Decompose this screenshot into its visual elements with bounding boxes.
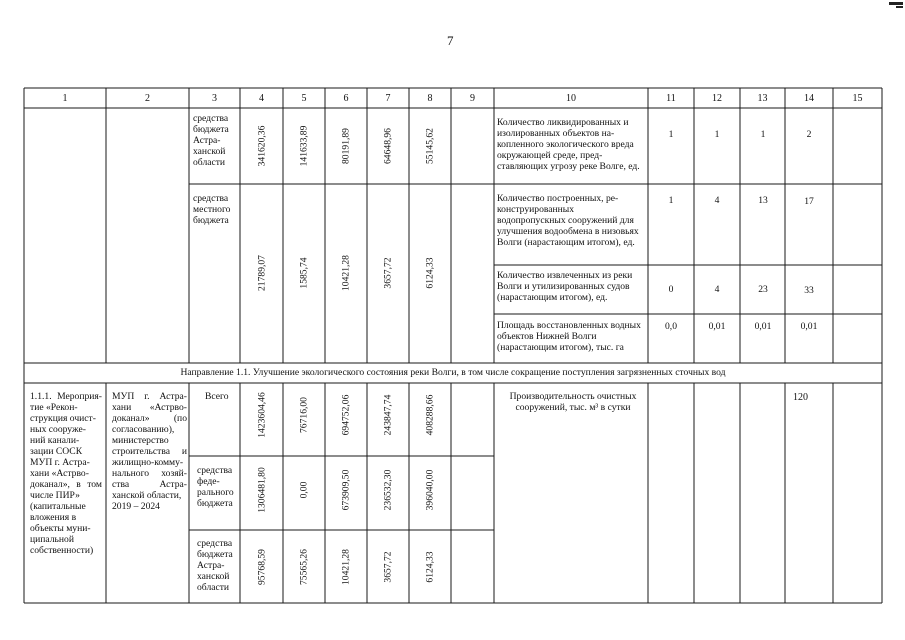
header-cell: 7 bbox=[385, 93, 391, 104]
value-cell: 341620,36 bbox=[256, 125, 268, 167]
value-cell: 95768,59 bbox=[256, 549, 268, 585]
header-cell: 14 bbox=[804, 93, 814, 104]
value-cell: 141633,89 bbox=[298, 125, 310, 167]
indicator-cell: Количество ликвидированных и изолированных объектов на- копленного экологического вреда окружающей среде, пред- ставляющих угрозу реке Волге, ед. bbox=[497, 117, 640, 172]
target-value: 17 bbox=[804, 196, 814, 207]
value-cell: 694752,06 bbox=[340, 394, 352, 436]
value-cell: 236532,30 bbox=[382, 469, 394, 511]
value-cell: 55145,62 bbox=[424, 128, 436, 164]
event-description-cell: 1.1.1. Мероприя- тие «Рекон- струкция очист- ных сооруже- ний канали- зации СОСК МУП г. Астра- хани «Астрво- доканал», в том числе ПИР» (капитальные вложения в объекты муни- ципальной собственности) bbox=[30, 391, 102, 556]
target-value: 1 bbox=[714, 129, 720, 140]
target-value: 0,0 bbox=[665, 321, 677, 332]
value-cell: 408288,66 bbox=[424, 394, 436, 436]
value-cell: 6124,33 bbox=[424, 257, 436, 289]
header-cell: 3 bbox=[212, 93, 217, 104]
indicator-cell: Количество извлеченных из реки Волги и утилизированных судов (нарастающим итогом), ед. bbox=[497, 270, 633, 303]
header-cell: 4 bbox=[259, 93, 264, 104]
page-number: 7 bbox=[447, 33, 454, 48]
funding-source-cell: Всего bbox=[205, 391, 229, 402]
header-cell: 1 bbox=[62, 93, 68, 104]
funding-source-cell: средства феде- рального бюджета bbox=[197, 465, 234, 509]
target-value: 33 bbox=[804, 285, 814, 296]
value-cell: 21789,07 bbox=[256, 255, 268, 291]
value-cell: 6124,33 bbox=[424, 551, 436, 583]
value-cell: 1585,74 bbox=[298, 257, 310, 289]
target-value: 0,01 bbox=[708, 321, 726, 332]
target-value: 120 bbox=[793, 392, 808, 403]
header-cell: 6 bbox=[343, 93, 349, 104]
target-value: 23 bbox=[758, 284, 768, 295]
value-cell: 75565,26 bbox=[298, 549, 310, 585]
funding-source-cell: средства бюджета Астра- ханской области bbox=[193, 113, 229, 168]
target-value: 1 bbox=[760, 129, 766, 140]
value-cell: 1423604,46 bbox=[256, 392, 268, 438]
target-value: 0,01 bbox=[800, 321, 818, 332]
indicator-cell: Количество построенных, ре- конструированных водопропускных сооружений для улучшения водообмена в низовьях Волги (нарастающим итогом), ед. bbox=[497, 193, 639, 248]
value-cell: 1306481,80 bbox=[256, 467, 268, 513]
indicator-cell: Производительность очистных сооружений, тыс. м³ в сутки bbox=[509, 391, 637, 413]
target-value: 1 bbox=[668, 129, 674, 140]
value-cell: 10421,28 bbox=[340, 549, 352, 585]
header-cell: 8 bbox=[427, 93, 433, 104]
header-cell: 9 bbox=[470, 93, 475, 104]
direction-title: Направление 1.1. Улучшение экологического состояния реки Волги, в том числе сокращение поступления загрязненных сточных вод bbox=[180, 367, 726, 378]
target-value: 0,01 bbox=[754, 321, 772, 332]
funding-source-cell: средства местного бюджета bbox=[193, 193, 231, 226]
header-cell: 12 bbox=[712, 93, 722, 104]
value-cell: 80191,89 bbox=[340, 128, 352, 164]
value-cell: 3657,72 bbox=[382, 551, 394, 583]
funding-source-cell: средства бюджета Астра- ханской области bbox=[197, 538, 233, 593]
header-cell: 15 bbox=[852, 93, 863, 104]
target-value: 4 bbox=[714, 195, 720, 206]
indicator-cell: Площадь восстановленных водных объектов Нижней Волги (нарастающим итогом), тыс. га bbox=[497, 320, 641, 353]
target-value: 0 bbox=[668, 284, 674, 295]
value-cell: 76716,00 bbox=[298, 397, 310, 433]
target-value: 4 bbox=[714, 284, 720, 295]
header-cell: 11 bbox=[666, 93, 676, 104]
header-cell: 2 bbox=[145, 93, 150, 104]
target-value: 13 bbox=[758, 195, 768, 206]
executor-cell: МУП г. Астра- хани «Астрво- доканал» (по согласованию), министерство строительства и жилищно-комму- нального хозяй- ства Астра- ханской области, 2019 – 2024 bbox=[112, 391, 187, 512]
value-cell: 396040,00 bbox=[424, 469, 436, 511]
value-cell: 243847,74 bbox=[382, 394, 394, 436]
value-cell: 3657,72 bbox=[382, 257, 394, 289]
target-value: 1 bbox=[668, 195, 674, 206]
header-cell: 10 bbox=[566, 93, 576, 104]
header-cell: 13 bbox=[757, 93, 768, 104]
value-cell: 10421,28 bbox=[340, 255, 352, 291]
header-cell: 5 bbox=[301, 93, 307, 104]
target-value: 2 bbox=[806, 129, 812, 140]
value-cell: 673909,50 bbox=[340, 469, 352, 511]
value-cell: 0,00 bbox=[298, 481, 310, 499]
value-cell: 64648,96 bbox=[382, 128, 394, 164]
